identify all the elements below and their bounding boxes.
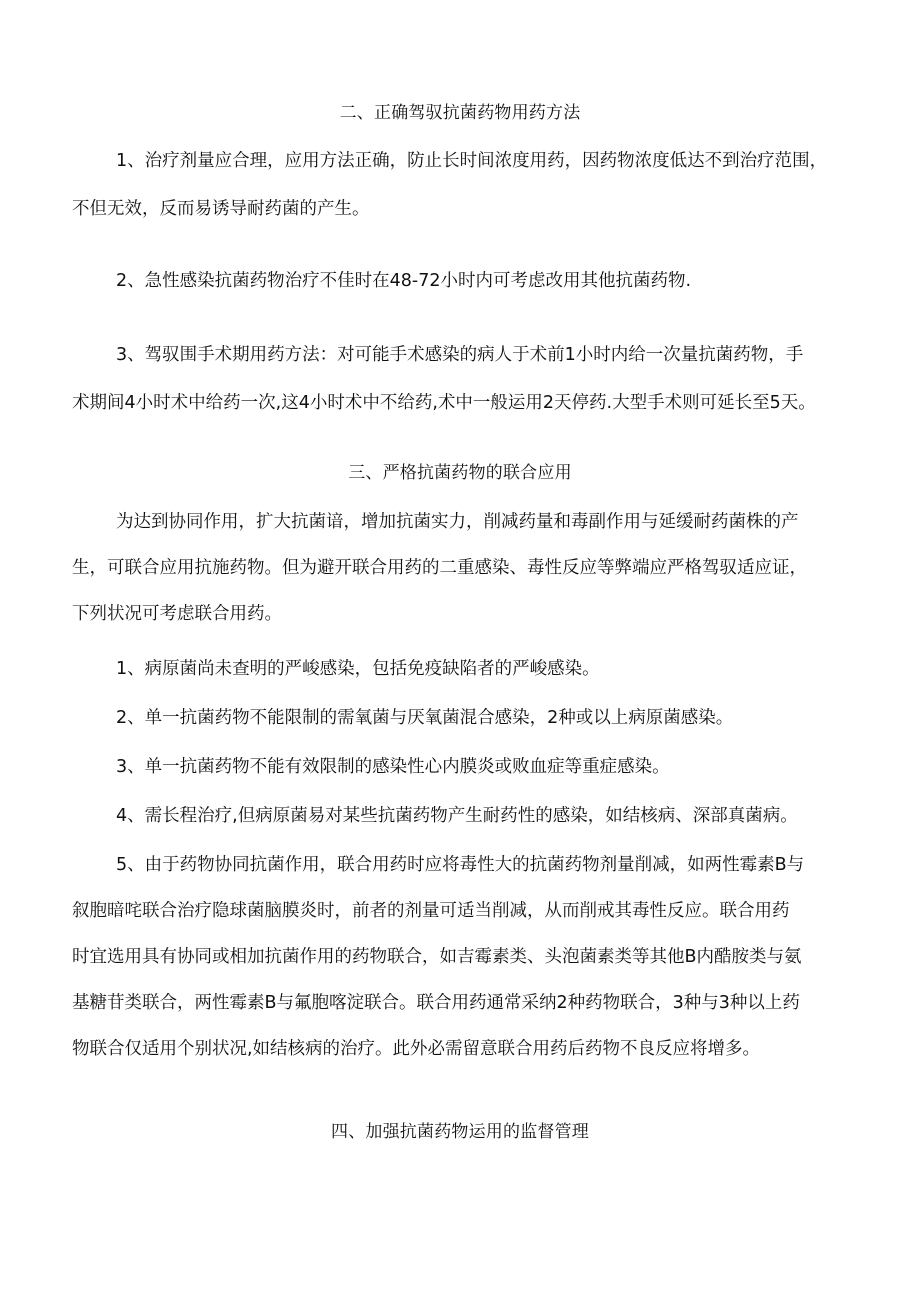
paragraph-line: 叙胞暗咤联合治疗隐球菌脑膜炎时，前者的剂量可适当削减，从而削戒其毒性反应。联合用药 <box>72 901 790 921</box>
paragraph-line: 2、急性感染抗菌药物治疗不佳时在48-72小时内可考虑改用其他抗菌药物. <box>116 271 692 291</box>
paragraph-line: 为达到协同作用，扩大抗菌谙，增加抗菌实力，削减药量和毒副作用与延缓耐药菌株的产 <box>116 512 799 532</box>
paragraph-line: 1、治疗剂量应合理，应用方法正确，防止长时间浓度用药，因药物浓度低达不到治疗范围， <box>116 151 828 171</box>
paragraph-line: 下列状况可考虑联合用药。 <box>72 604 282 624</box>
section-2-heading: 二、正确驾驭抗菌药物用药方法 <box>339 103 581 123</box>
paragraph-line: 生，可联合应用抗施药物。但为避开联合用药的二重感染、毒性反应等弊端应严格驾驭适应证， <box>72 558 807 578</box>
section-2-item-1 <box>72 149 852 221</box>
section-3-heading: 三、严格抗菌药物的联合应用 <box>348 463 572 483</box>
paragraph-line: 3、驾驭围手术期用药方法：对可能手术感染的病人于术前1小时内给一次量抗菌药物，手 <box>116 345 804 365</box>
paragraph-line: 5、由于药物协同抗菌作用，联合用药时应将毒性大的抗菌药物剂量削减，如两性霉素B与 <box>116 855 805 875</box>
paragraph-line: 1、病原菌尚未查明的严峻感染，包括免疫缺陷者的严峻感染。 <box>116 659 600 679</box>
section-4-heading: 四、加强抗菌药物运用的监督管理 <box>331 1122 589 1142</box>
section-2-item-2 <box>116 269 852 293</box>
paragraph-line: 术期间4小时术中给药一次,这4小时术中不给药,术中一般运用2天停药.大型手术则可延长至5天。 <box>72 393 816 413</box>
paragraph-line: 2、单一抗菌药物不能限制的需氧菌与厌氧菌混合感染，2种或以上病原菌感染。 <box>116 708 734 728</box>
section-3-item-4 <box>116 804 852 828</box>
section-3-item-2 <box>116 706 852 730</box>
section-2-item-3 <box>72 343 852 415</box>
paragraph-line: 物联合仅适用个别状况,如结核病的治疗。此外必需留意联合用药后药物不良反应将增多。 <box>72 1039 761 1059</box>
paragraph-line: 不但无效，反而易诱导耐药菌的产生。 <box>72 199 370 219</box>
section-3-item-3 <box>116 755 852 779</box>
section-3-item-5 <box>72 853 852 1061</box>
section-3-intro <box>72 510 852 626</box>
section-3-item-1 <box>116 657 852 681</box>
paragraph-line: 基糖苷类联合，两性霉素B与氟胞喀淀联合。联合用药通常采纳2种药物联合，3种与3种以上药 <box>72 993 800 1013</box>
paragraph-line: 4、需长程治疗,但病原菌易对某些抗菌药物产生耐药性的感染，如结核病、深部真菌病。 <box>116 806 798 826</box>
paragraph-line: 时宜选用具有协同或相加抗菌作用的药物联合，如吉霉素类、头泡菌素类等其他B内酷胺类与氨 <box>72 947 802 967</box>
paragraph-line: 3、单一抗菌药物不能有效限制的感染性心内膜炎或败血症等重症感染。 <box>116 757 670 777</box>
